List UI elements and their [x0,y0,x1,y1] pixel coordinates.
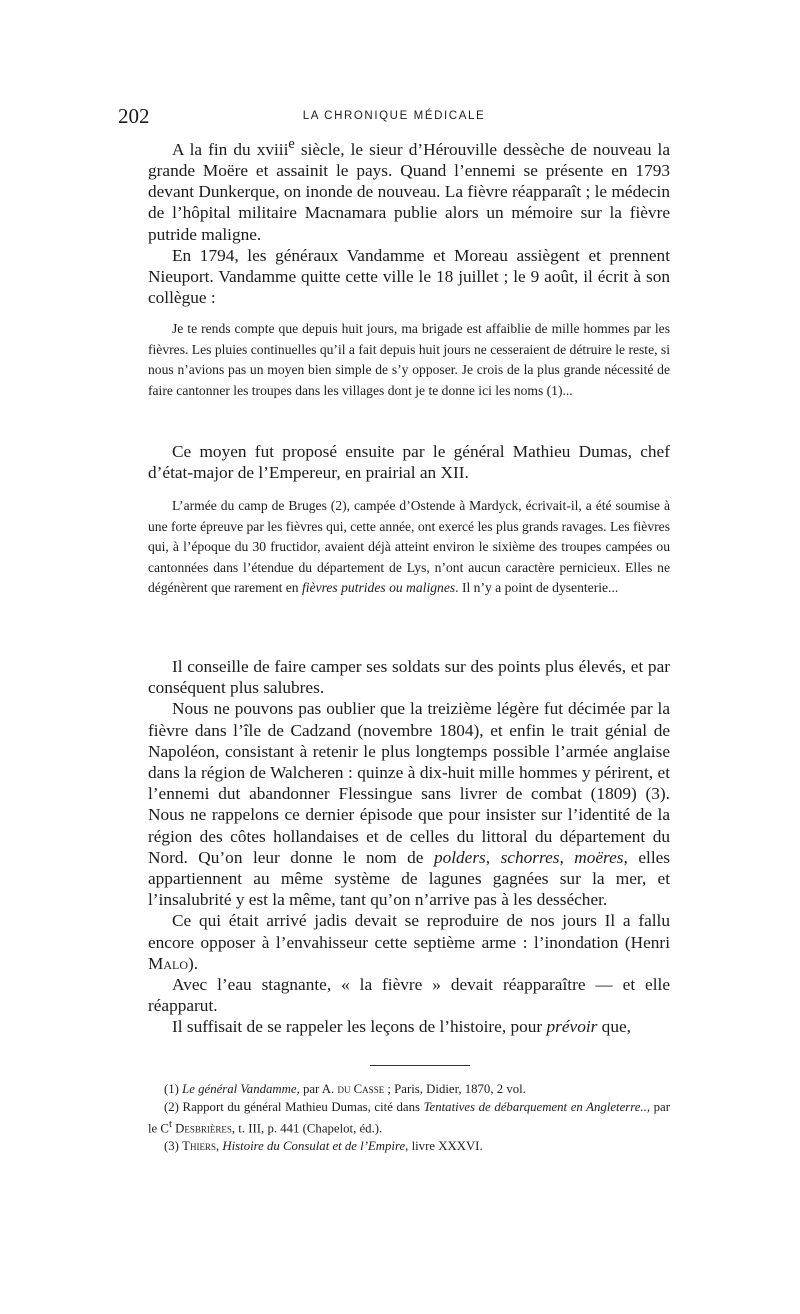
footnote-rule [370,1065,470,1066]
footnotes [148,1080,670,1155]
paragraph-6: Ce qui était arrivé jadis devait se reproduire de nos jours Il a fallu encore opposer à l’envahisseur cette septième arme : l’inondation (Henri Malo). [148,911,670,973]
quote-dumas [148,496,670,599]
quote-vandamme [148,319,670,401]
paragraph-3: Ce moyen fut proposé ensuite par le général Mathieu Dumas, chef d’état-major de l’Empereur, en prairial an XII. [148,442,670,483]
footnote-2: (2) Rapport du général Mathieu Dumas, cité dans Tentatives de débarquement en Angleterre.., par le $C^t$ Desbrières, t. III, p. 441 (Chapelot, éd.). [148,1100,670,1136]
quote-paragraph-2: L’armée du camp de Bruges (2), campée d’Ostende à Mardyck, écrivait-il, a été soumise à une forte épreuve par les fièvres qui, cette année, ont exercé les plus grands ravages. Les fièvres qui, à l’époque du 30 fructidor, avaient déjà atteint environ le sixième des troupes campées ou cantonnées dans l’étendue du département de Lys, n’ont aucun caractère pernicieux. Elles ne dégénèrent que rarement en fièvres putrides ou malignes. Il n’y a point de dysenterie... [148,498,670,596]
footnote-1: (1) Le général Vandamme, par A. du Casse ; Paris, Didier, 1870, 2 vol. [164,1082,526,1096]
quote-paragraph-1: Je te rends compte que depuis huit jours, ma brigade est affaiblie de mille hommes par les fièvres. Les pluies continuelles qu’il a fait depuis huit jours ne cesseraient de détruire le reste, si nous n’avions pas un moyen bien simple de s’y opposer. Je crois de la plus grande nécessité de faire cantonner les troupes dans les villages dont je te donne ici les noms (1)... [148,321,670,398]
page-number: 202 [118,104,150,128]
body-block-3 [148,656,670,1038]
paragraph-5: Nous ne pouvons pas oublier que la treizième légère fut décimée par la fièvre dans l’île de Cadzand (novembre 1804), et enfin le trait génial de Napoléon, consistant à retenir le plus longtemps possible l’armée anglaise dans la région de Walcheren : quinze à dix-huit mille hommes y périrent, et l’ennemi dut abandonner Flessingue sans livrer de combat (1809) (3). Nous ne rappelons ce dernier épisode que pour insister sur l’identité de la région des côtes hollandaises et de celles du littoral du département du Nord. Qu’on leur donne le nom de polders, schorres, moëres, elles appartiennent au même système de lagunes gagnées sur la mer, et l’insalubrité y est la même, tant qu’on n’arrive pas à les dessécher. [148,699,671,910]
paragraph-8: Il suffisait de se rappeler les leçons de l’histoire, pour prévoir que, [172,1017,631,1037]
body-block-2 [148,441,670,483]
running-title: LA CHRONIQUE MÉDICALE [302,110,486,122]
body-block-1 [148,134,670,308]
paragraph-7: Avec l’eau stagnante, « la fièvre » devait réapparaître — et elle réapparut. [148,975,670,1016]
paragraph-2: En 1794, les généraux Vandamme et Moreau assiègent et prennent Nieuport. Vandamme quitte cette ville le 18 juillet ; le 9 août, il écrit à son collègue : [148,245,670,308]
paragraph-1: A la fin du xviii$^e$ siècle, le sieur d’Hérouville dessèche de nouveau la grande Moëre et assainit le pays. Quand l’ennemi se présente en 1793 devant Dunkerque, on inonde de nouveau. La fièvre réapparaît ; le médecin de l’hôpital militaire Macnamara publie alors un mémoire sur la fièvre putride maligne. [148,136,670,244]
page-header [118,104,670,130]
paragraph-4: Il conseille de faire camper ses soldats sur des points plus élevés, et par conséquent plus salubres. [148,657,670,698]
footnote-3: (3) Thiers, Histoire du Consulat et de l’Empire, livre XXXVI. [164,1139,483,1154]
